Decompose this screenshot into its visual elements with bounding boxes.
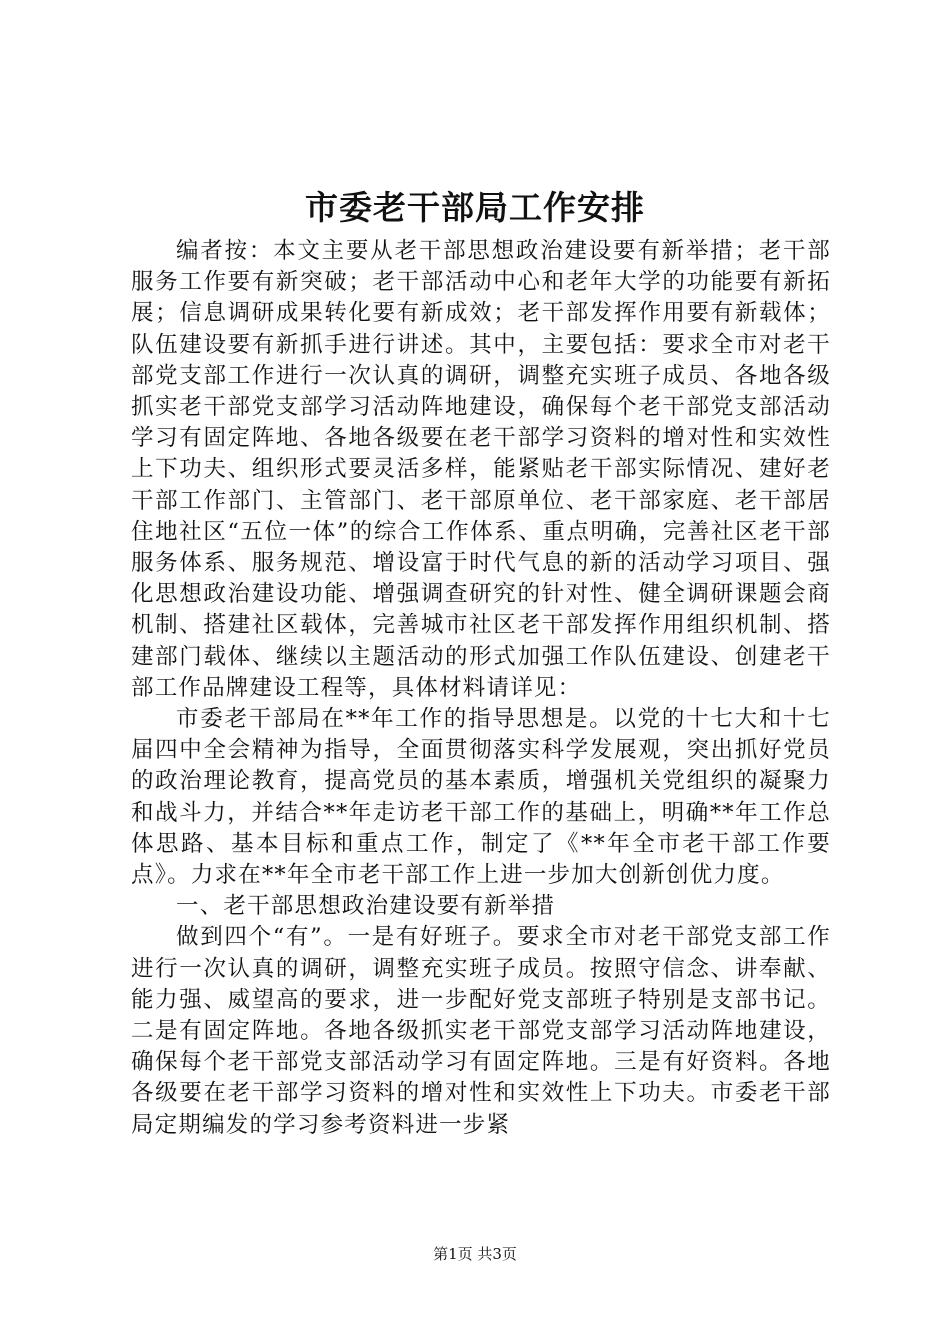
section-paragraph: 做到四个“有”。一是有好班子。要求全市对老干部党支部工作进行一次认真的调研，调整充实班子成员。按照守信念、讲奉献、能力强、威望高的要求，进一步配好党支部班子特别是支部书记。二是有固定阵地。各地各级抓实老干部党支部学习活动阵地建设，确保每个老干部党支部活动学习有固定阵地。三是有好资料。各地各级要在老干部学习资料的增对性和实效性上下功夫。市委老干部局定期编发的学习参考资料进一步紧 [131, 924, 831, 1138]
section-heading: 一、老干部思想政治建设要有新举措 [176, 893, 556, 920]
document-body [131, 236, 831, 1141]
guiding-thought-paragraph: 市委老干部局在**年工作的指导思想是。以党的十七大和十七届四中全会精神为指导，全面贯彻落实科学发展观，突出抓好党员的政治理论教育，提高党员的基本素质，增强机关党组织的凝聚力和战斗力，并结合**年走访老干部工作的基础上，明确**年工作总体思路、基本目标和重点工作，制定了《**年全市老干部工作要点》。力求在**年全市老干部工作上进一步加大创新创优力度。 [131, 706, 831, 889]
document-title: 市委老干部局工作安排 [305, 188, 645, 227]
editor-note-paragraph: 编者按：本文主要从老干部思想政治建设要有新举措；老干部服务工作要有新突破；老干部活动中心和老年大学的功能要有新拓展；信息调研成果转化要有新成效；老干部发挥作用要有新载体；队伍建设要有新抓手进行讲述。其中，主要包括：要求全市对老干部党支部工作进行一次认真的调研，调整充实班子成员、各地各级抓实老干部党支部学习活动阵地建设，确保每个老干部党支部活动学习有固定阵地、各地各级要在老干部学习资料的增对性和实效性上下功夫、组织形式要灵活多样，能紧贴老干部实际情况、建好老干部工作部门、主管部门、老干部原单位、老干部家庭、老干部居住地社区“五位一体”的综合工作体系、重点明确，完善社区老干部服务体系、服务规范、增设富于时代气息的新的活动学习项目、强化思想政治建设功能、增强调查研究的针对性、健全调研课题会商机制、搭建社区载体，完善城市社区老干部发挥作用组织机制、搭建部门载体、继续以主题活动的形式加强工作队伍建设、创建老干部工作品牌建设工程等，具体材料请详见： [131, 238, 831, 701]
page-footer: 第1页 共3页 [433, 1245, 517, 1263]
